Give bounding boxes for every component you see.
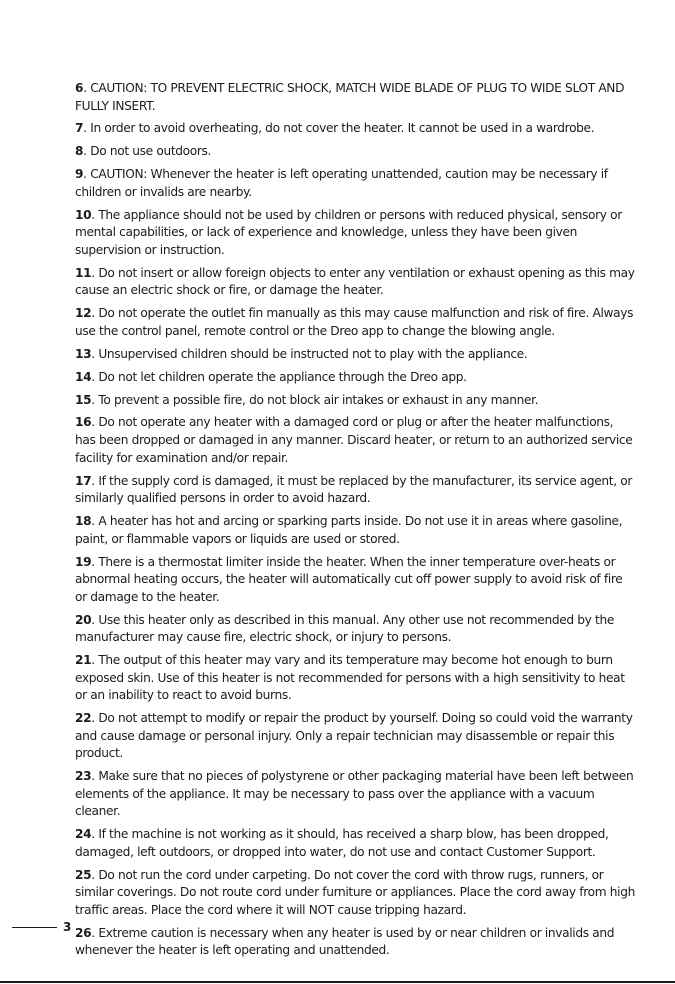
item-separator: . [91,769,95,784]
item-text: To prevent a possible fire, do not block air intakes or exhaust in any manner. [94,392,539,407]
item-number: 26 [75,925,92,940]
item-separator: . [91,653,95,668]
item-text: Make sure that no pieces of polystyrene or other packaging material have been left between elements of the appliance. It may be necessary to pass over the appliance with a vacuum cleaner. [75,769,634,819]
item-separator: . [91,711,95,726]
item-number: 8 [75,144,84,159]
item-number: 24 [75,827,92,842]
item-separator: . [91,514,95,529]
item-text: If the machine is not working as it should, has received a sharp blow, has been dropped, damaged, left outdoors, or dropped into water, do not use and contact Customer Support. [75,827,609,859]
item-number: 15 [75,392,92,407]
item-separator: . [91,369,95,384]
footer-rule [12,927,57,928]
item-separator: . [91,612,95,627]
bottom-divider [0,981,675,983]
item-separator: . [83,81,87,95]
item-text: Do not attempt to modify or repair the product by yourself. Doing so could void the warranty and cause damage or personal injury. Only a repair technician may disassemble or repair this product. [75,711,633,761]
item-number: 25 [75,867,92,882]
item-text: CAUTION: TO PREVENT ELECTRIC SHOCK, MATCH WIDE BLADE OF PLUG TO WIDE SLOT AND FULLY INSERT. [75,81,625,113]
item-separator: . [91,415,95,430]
item-number: 12 [75,306,92,321]
instruction-item-20 [75,612,635,647]
instruction-item-23 [75,768,635,821]
item-text: Extreme caution is necessary when any heater is used by or near children or invalids and whenever the heater is left operating and unattended. [75,925,615,958]
item-separator: . [83,144,87,159]
instruction-item-10 [75,207,635,260]
item-separator: . [91,207,95,222]
page-number: 3 [63,920,72,934]
item-separator: . [91,306,95,321]
item-separator: . [91,392,95,407]
instruction-item-14 [75,369,635,387]
instruction-item-21 [75,652,635,705]
item-text: The output of this heater may vary and its temperature may become hot enough to burn exposed skin. Use of this heater is not recommended for persons with a high sensitivity to heat or an inability to react to avoid burns. [75,653,625,703]
item-number: 17 [75,473,92,488]
instruction-item-15 [75,392,635,410]
item-text: There is a thermostat limiter inside the heater. When the inner temperature over-heats or abnormal heating occurs, the heater will automatically cut off power supply to avoid risk of fire or damage to the heater. [75,554,623,604]
instruction-item-6 [75,80,635,115]
item-number: 20 [75,612,92,627]
item-number: 23 [75,769,92,784]
item-separator: . [83,121,87,136]
item-text: Do not operate any heater with a damaged cord or plug or after the heater malfunctions, has been dropped or damaged in any manner. Discard heater, or return to an authorized service facility for examination and/or repair. [75,415,633,465]
item-text: Do not operate the outlet fin manually as this may cause malfunction and risk of fire. Always use the control panel, remote control or the Dreo app to change the blowing angle. [75,306,634,338]
instruction-item-22 [75,710,635,763]
item-number: 7 [75,121,84,136]
instruction-item-24 [75,826,635,861]
item-number: 6 [75,81,84,95]
item-text: In order to avoid overheating, do not cover the heater. It cannot be used in a wardrobe. [86,121,595,136]
item-separator: . [91,925,95,940]
item-number: 14 [75,369,92,384]
instruction-item-16 [75,414,635,467]
item-number: 9 [75,167,84,182]
safety-instructions-list [75,80,635,965]
instruction-item-19 [75,554,635,607]
instruction-item-8 [75,143,635,161]
instruction-item-9 [75,166,635,201]
item-separator: . [91,346,95,361]
item-number: 18 [75,514,92,529]
item-text: Unsupervised children should be instructed not to play with the appliance. [94,346,528,361]
item-separator: . [91,827,95,842]
item-number: 21 [75,653,92,668]
item-text: A heater has hot and arcing or sparking parts inside. Do not use it in areas where gasoline, paint, or flammable vapors or liquids are used or stored. [75,514,623,546]
item-separator: . [91,867,95,882]
item-number: 16 [75,415,92,430]
item-text: CAUTION: Whenever the heater is left operating unattended, caution may be necessary if children or invalids are nearby. [75,167,608,199]
instruction-item-11 [75,265,635,300]
item-text: Use this heater only as described in this manual. Any other use not recommended by the manufacturer may cause fire, electric shock, or injury to persons. [75,612,614,645]
item-number: 11 [75,265,92,280]
instruction-item-25 [75,867,635,920]
item-text: Do not let children operate the appliance through the Dreo app. [94,369,467,384]
page-footer [12,919,71,935]
item-separator: . [91,265,95,280]
instruction-item-18 [75,513,635,548]
item-text: If the supply cord is damaged, it must be replaced by the manufacturer, its service agent, or similarly qualified persons in order to avoid hazard. [75,473,633,506]
item-separator: . [91,554,95,569]
item-text: Do not run the cord under carpeting. Do not cover the cord with throw rugs, runners, or similar coverings. Do not route cord under furniture or appliances. Place the cord away from high traffic areas. Place the cord where it will NOT cause tripping hazard. [75,867,635,917]
item-separator: . [83,167,87,182]
item-text: Do not use outdoors. [86,144,212,159]
item-number: 19 [75,554,92,569]
item-separator: . [91,473,95,488]
item-text: Do not insert or allow foreign objects to enter any ventilation or exhaust opening as this may cause an electric shock or fire, or damage the heater. [75,265,635,298]
item-text: The appliance should not be used by children or persons with reduced physical, sensory or mental capabilities, or lack of experience and knowledge, unless they have been given supervision or instruction. [75,207,622,257]
item-number: 22 [75,711,92,726]
instruction-item-12 [75,305,635,340]
instruction-item-26 [75,925,635,960]
instruction-item-13 [75,346,635,364]
item-number: 10 [75,207,92,222]
instruction-item-7 [75,120,635,138]
item-number: 13 [75,346,92,361]
instruction-item-17 [75,473,635,508]
